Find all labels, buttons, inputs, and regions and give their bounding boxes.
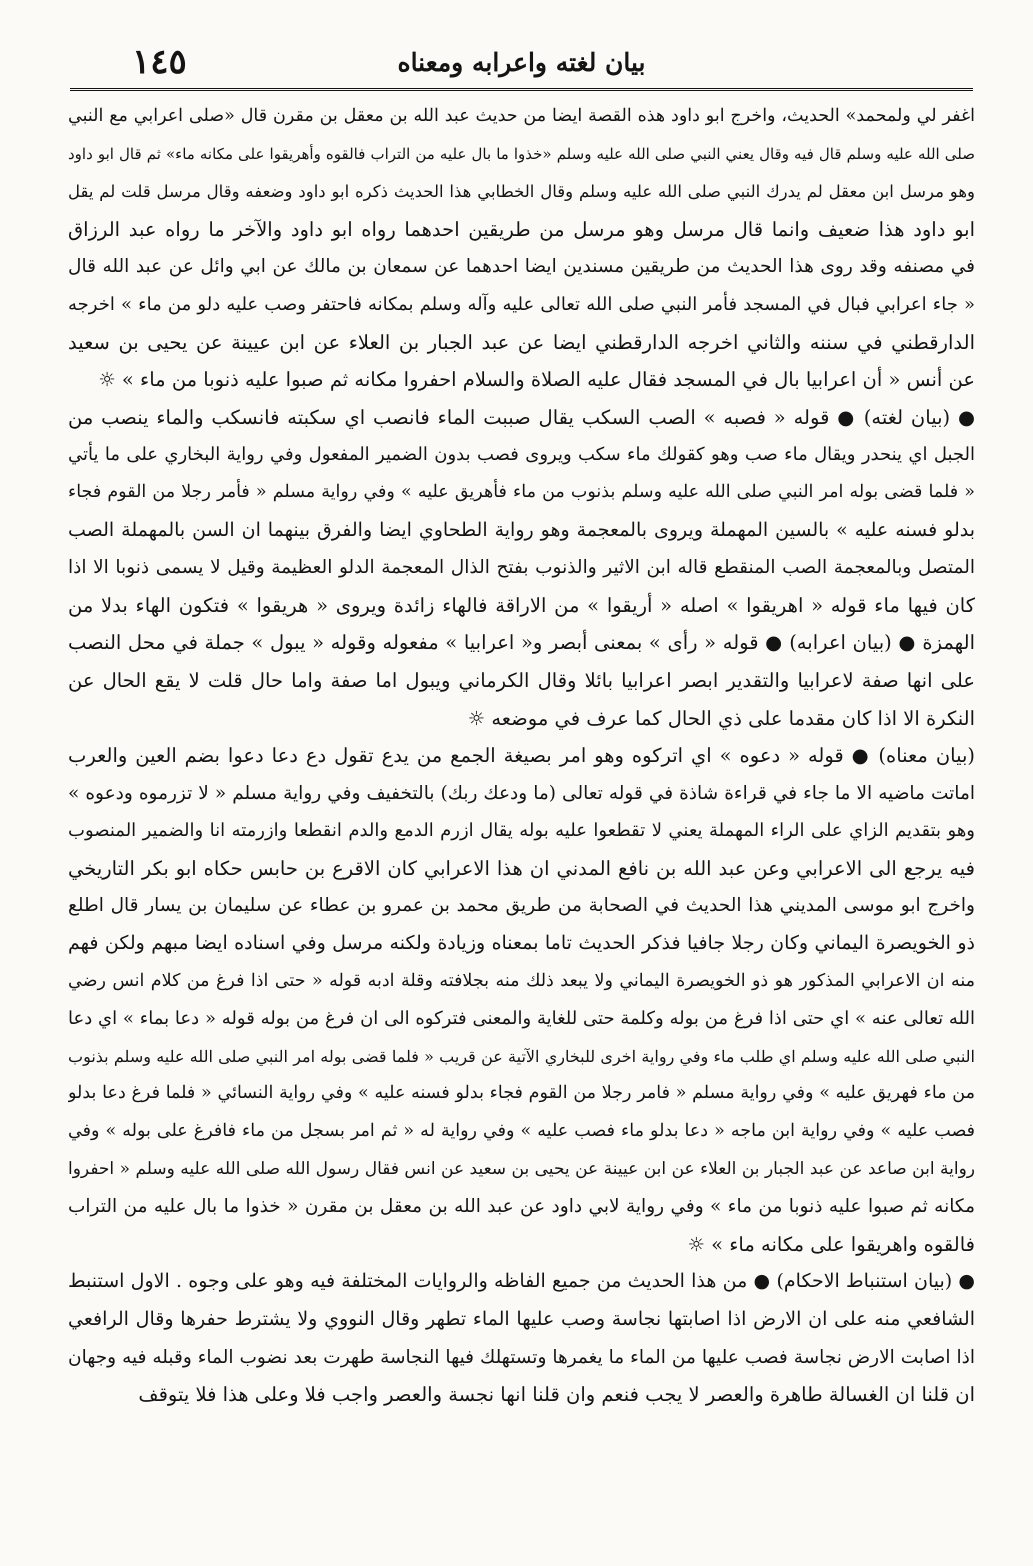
text-line: وهو بتقديم الزاي على الراء المهملة يعني لا تقطعوا عليه بوله يقال ازرم الدمع والدم انقطعا وازرمته انا والضمير المنصوب <box>68 820 975 842</box>
text-line: واخرج ابو موسى المديني هذا الحديث في الصحابة من طريق محمد بن عمرو بن عطاء عن سليمان بن يسار قال اطلع <box>68 895 975 917</box>
text-line: بدلو فسنه عليه » بالسين المهملة ويروى بالمعجمة وهو رواية الطحاوي ايضا والفرق بينهما ان السن بالمهملة الصب <box>68 518 975 541</box>
text-line: الشافعي منه على ان الارض اذا اصابتها نجاسة وصب عليها الماء تطهر وقال النووي ولا يشترط حفرها وقال الرافعي <box>68 1308 975 1330</box>
text-line: فصب عليه » وفي رواية ابن ماجه « دعا بدلو ماء فصب عليه » وفي رواية له « ثم امر بسجل من ماء فافرغ على بوله » وفي <box>68 1121 975 1142</box>
text-line: الله تعالى عنه » اي حتى اذا فرغ من بوله وكلمة حتى للغاية والمعنى فتركوه الى ان فرغ من بوله قوله « دعا بماء » اي دعا <box>68 1008 975 1030</box>
text-line: ذو الخويصرة اليماني وكان رجلا جافيا فذكر الحديث تاما بمعناه وزيادة ولكنه مرسل وفي اسناده ايضا مبهم ولكن فهم <box>68 932 975 955</box>
paragraph <box>68 399 975 737</box>
header-divider <box>70 88 973 91</box>
text-line: (بيان معناه) ● قوله « دعوه » اي اتركوه وهو امر بصيغة الجمع من يدع تقول دع دعا دعوا بضم العين والعرب <box>68 744 975 768</box>
text-line: ان قلنا ان الغسالة طاهرة والعصر لا يجب فنعم وان قلنا انها نجسة والعصر واجب فلا وعلى هذا فلا يتوقف <box>138 1383 975 1407</box>
paragraph <box>68 737 975 1263</box>
page-header <box>70 40 973 84</box>
page-body <box>68 98 975 1414</box>
text-line: في مصنفه وقد روى هذا الحديث من طريقين مسندين ايضا احدهما عن سمعان بن مالك عن ابي وائل عن عبد الله قال <box>68 256 975 278</box>
text-line: فالقوه واهريقوا على مكانه ماء » ☼ <box>687 1232 975 1256</box>
text-line: ابو داود هذا ضعيف وانما قال مرسل وهو مرسل من طريقين احدهما رواه ابو داود والآخر ما رواه عبد الرزاق <box>68 217 975 241</box>
text-line: على انها صفة لاعرابيا والتقدير ابصر اعرابيا بائلا وقال الكرماني ويبول اما صفة واما حال قلت لا يقع الحال عن <box>68 668 975 692</box>
text-line: الدارقطني في سننه والثاني اخرجه الدارقطني ايضا عن عبد الجبار بن العلاء عن ابن عيينة عن يحيى بن سعيد <box>68 330 975 354</box>
text-line: اذا اصابت الارض نجاسة فصب عليها من الماء ما يغمرها وتستهلك فيها النجاسة طهرت بعد نضوب الماء وقبله فيه وجهان <box>68 1346 975 1368</box>
text-line: عن أنس « أن اعرابيا بال في المسجد فقال عليه الصلاة والسلام احفروا مكانه ثم صبوا عليه ذنوبا من ماء » ☼ <box>98 368 975 392</box>
text-line: ● (بيان استنباط الاحكام) ● من هذا الحديث من جميع الفاظه والروايات المختلفة فيه وهو على وجوه . الاول استنبط <box>68 1270 975 1293</box>
text-line: « فلما قضى بوله امر النبي صلى الله عليه وسلم بذنوب من ماء فأهريق عليه » وفي رواية مسلم « فأمر رجلا من القوم فجاء <box>68 481 975 502</box>
text-line: كان فيها ماء قوله « اهريقوا » اصله « أريقوا » من الاراقة فالهاء زائدة ويروى « هريقوا » فتكون الهاء بدلا من <box>68 593 975 617</box>
text-line: اغفر لي ولمحمد» الحديث، واخرج ابو داود هذه القصة ايضا من حديث عبد الله بن معقل بن مقرن قال «صلى اعرابي مع النبي <box>68 106 975 126</box>
text-line: ● (بيان لغته) ● قوله « فصبه » الصب السكب يقال صببت الماء فانصب اي سكبته فانسكب والماء ينصب من <box>68 405 975 429</box>
text-line: « جاء اعرابي فبال في المسجد فأمر النبي صلى الله تعالى عليه وآله وسلم بمكانه فاحتفر وصب عليه دلو من ماء » اخرجه <box>68 293 975 315</box>
text-line: الجبل اي ينحدر ويقال ماء صب وهو كقولك ماء سكب ويروى فصب بدون الضمير المفعول وفي رواية البخاري على ما يأتي <box>68 444 975 466</box>
text-line: وهو مرسل ابن معقل لم يدرك النبي صلى الله عليه وسلم وقال الخطابي هذا الحديث ذكره ابو داود وضعفه وقال مرسل قلت لم يقل <box>68 182 975 202</box>
text-line: صلى الله عليه وسلم قال فيه وقال يعني النبي صلى الله عليه وسلم «خذوا ما بال عليه من التراب فالقوه وأهريقوا على مكانه ماء» ثم قال ابو داود <box>68 144 975 163</box>
running-title: بيان لغته واعرابه ومعناه <box>397 48 646 77</box>
page-number: ١٤٥ <box>132 42 187 82</box>
text-line: من ماء فهريق عليه » وفي رواية مسلم « فامر رجلا من القوم فجاء بدلو فسنه عليه » وفي رواية النسائي « فلما فرغ دعا بدلو <box>68 1083 975 1104</box>
text-line: رواية ابن صاعد عن عبد الجبار بن العلاء عن ابن عيينة عن يحيى بن سعيد عن انس فقال رسول الله صلى الله عليه وسلم « احفروا <box>68 1158 975 1179</box>
text-line: فيه يرجع الى الاعرابي وعن عبد الله بن نافع المدني ان هذا الاعرابي كان الاقرع بن حابس حكاه ابو بكر التاريخي <box>68 856 975 880</box>
text-line: اماتت ماضيه الا ما جاء في قراءة شاذة في قوله تعالى (ما ودعك ربك) بالتخفيف وفي رواية مسلم « لا تزرموه ودعوه » <box>68 782 975 804</box>
text-line: النكرة الا اذا كان مقدما على ذي الحال كما عرف في موضعه ☼ <box>467 706 975 730</box>
text-line: مكانه ثم صبوا عليه ذنوبا من ماء » وفي رواية لابي داود عن عبد الله بن معقل بن مقرن « خذوا ما بال عليه من التراب <box>68 1196 975 1218</box>
text-line: المتصل وبالمعجمة الصب المنقطع قاله ابن الاثير والذنوب بفتح الذال المعجمة الدلو العظيمة وقيل لا يسمى ذنوبا الا اذا <box>68 557 975 579</box>
paragraph <box>68 98 975 399</box>
text-line: منه ان الاعرابي المذكور هو ذو الخويصرة اليماني ولا يبعد ذلك منه بجلافته وقلة ادبه قوله « حتى اذا فرغ من كلام انس رضي <box>68 970 975 991</box>
text-line: النبي صلى الله عليه وسلم اي طلب ماء وفي رواية اخرى للبخاري الآتية عن قريب « فلما قضى بوله امر النبي صلى الله عليه وسلم بذنوب <box>68 1046 975 1066</box>
text-line: الهمزة ● (بيان اعرابه) ● قوله « رأى » بمعنى أبصر و« اعرابيا » مفعوله وقوله « يبول » جملة في محل النصب <box>68 631 975 655</box>
paragraph <box>68 1263 975 1413</box>
